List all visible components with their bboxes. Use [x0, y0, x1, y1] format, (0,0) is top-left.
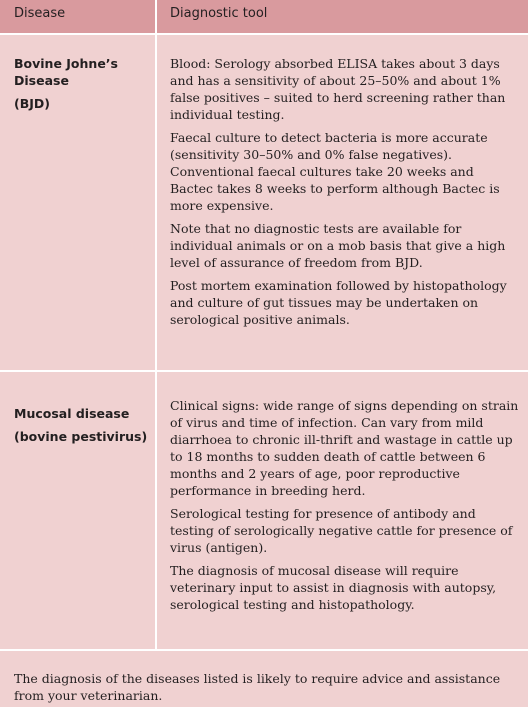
disease-name-line: Bovine Johne’s [14, 56, 118, 71]
column-divider-header [155, 0, 157, 33]
disease-name-line: Mucosal disease [14, 406, 130, 421]
disease-name-line: (bovine pestivirus) [14, 429, 148, 444]
diagnostic-paragraph: Blood: Serology absorbed ELISA takes about 3 days and has a sensitivity of about 25–50% and about 1% false positives – suited to herd screening rather than individual testing. [170, 56, 506, 122]
row-divider-2 [0, 649, 528, 651]
disease-name-line: Disease [14, 73, 69, 88]
diagnostic-cell-bjd [170, 55, 520, 334]
header-disease: Disease [14, 6, 66, 21]
diagnostic-cell-mucosal [170, 397, 520, 619]
diagnostic-paragraph: Post mortem examination followed by histopathology and culture of gut tissues may be undertaken on serological positive animals. [170, 278, 507, 327]
row-divider-1 [0, 370, 528, 372]
diagnostic-paragraph: Faecal culture to detect bacteria is more accurate (sensitivity 30–50% and 0% false negatives). Conventional faecal cultures take 20 weeks and Bactec takes 8 weeks to perform although Bactec is more expensive. [170, 130, 500, 213]
diagnostic-paragraph: Serological testing for presence of antibody and testing of serologically negative cattle for presence of virus (antigen). [170, 506, 513, 555]
column-divider-row2 [155, 372, 157, 649]
footer-note: The diagnosis of the diseases listed is likely to require advice and assistance from your veterinarian. [14, 671, 501, 703]
disease-cell-mucosal [14, 405, 149, 445]
row-divider-header [0, 33, 528, 35]
diagnostic-paragraph: The diagnosis of mucosal disease will require veterinary input to assist in diagnosis with autopsy, serological testing and histopathology. [170, 563, 497, 612]
table-header [0, 0, 528, 33]
column-divider-row1 [155, 35, 157, 370]
header-diagnostic-tool: Diagnostic tool [170, 6, 268, 21]
diagnostic-paragraph: Note that no diagnostic tests are available for individual animals or on a mob basis that give a high level of assurance of freedom from BJD. [170, 221, 506, 270]
disease-abbreviation: (BJD) [14, 96, 50, 111]
disease-cell-bjd [14, 55, 149, 112]
diagnostic-paragraph: Clinical signs: wide range of signs depending on strain of virus and time of infection. Can vary from mild diarrhoea to chronic ill-thrift and wastage in cattle up to 18 months to sudden death of cattle between 6 months and 2 years of age, poor reproductive performance in breeding herd. [170, 398, 519, 498]
